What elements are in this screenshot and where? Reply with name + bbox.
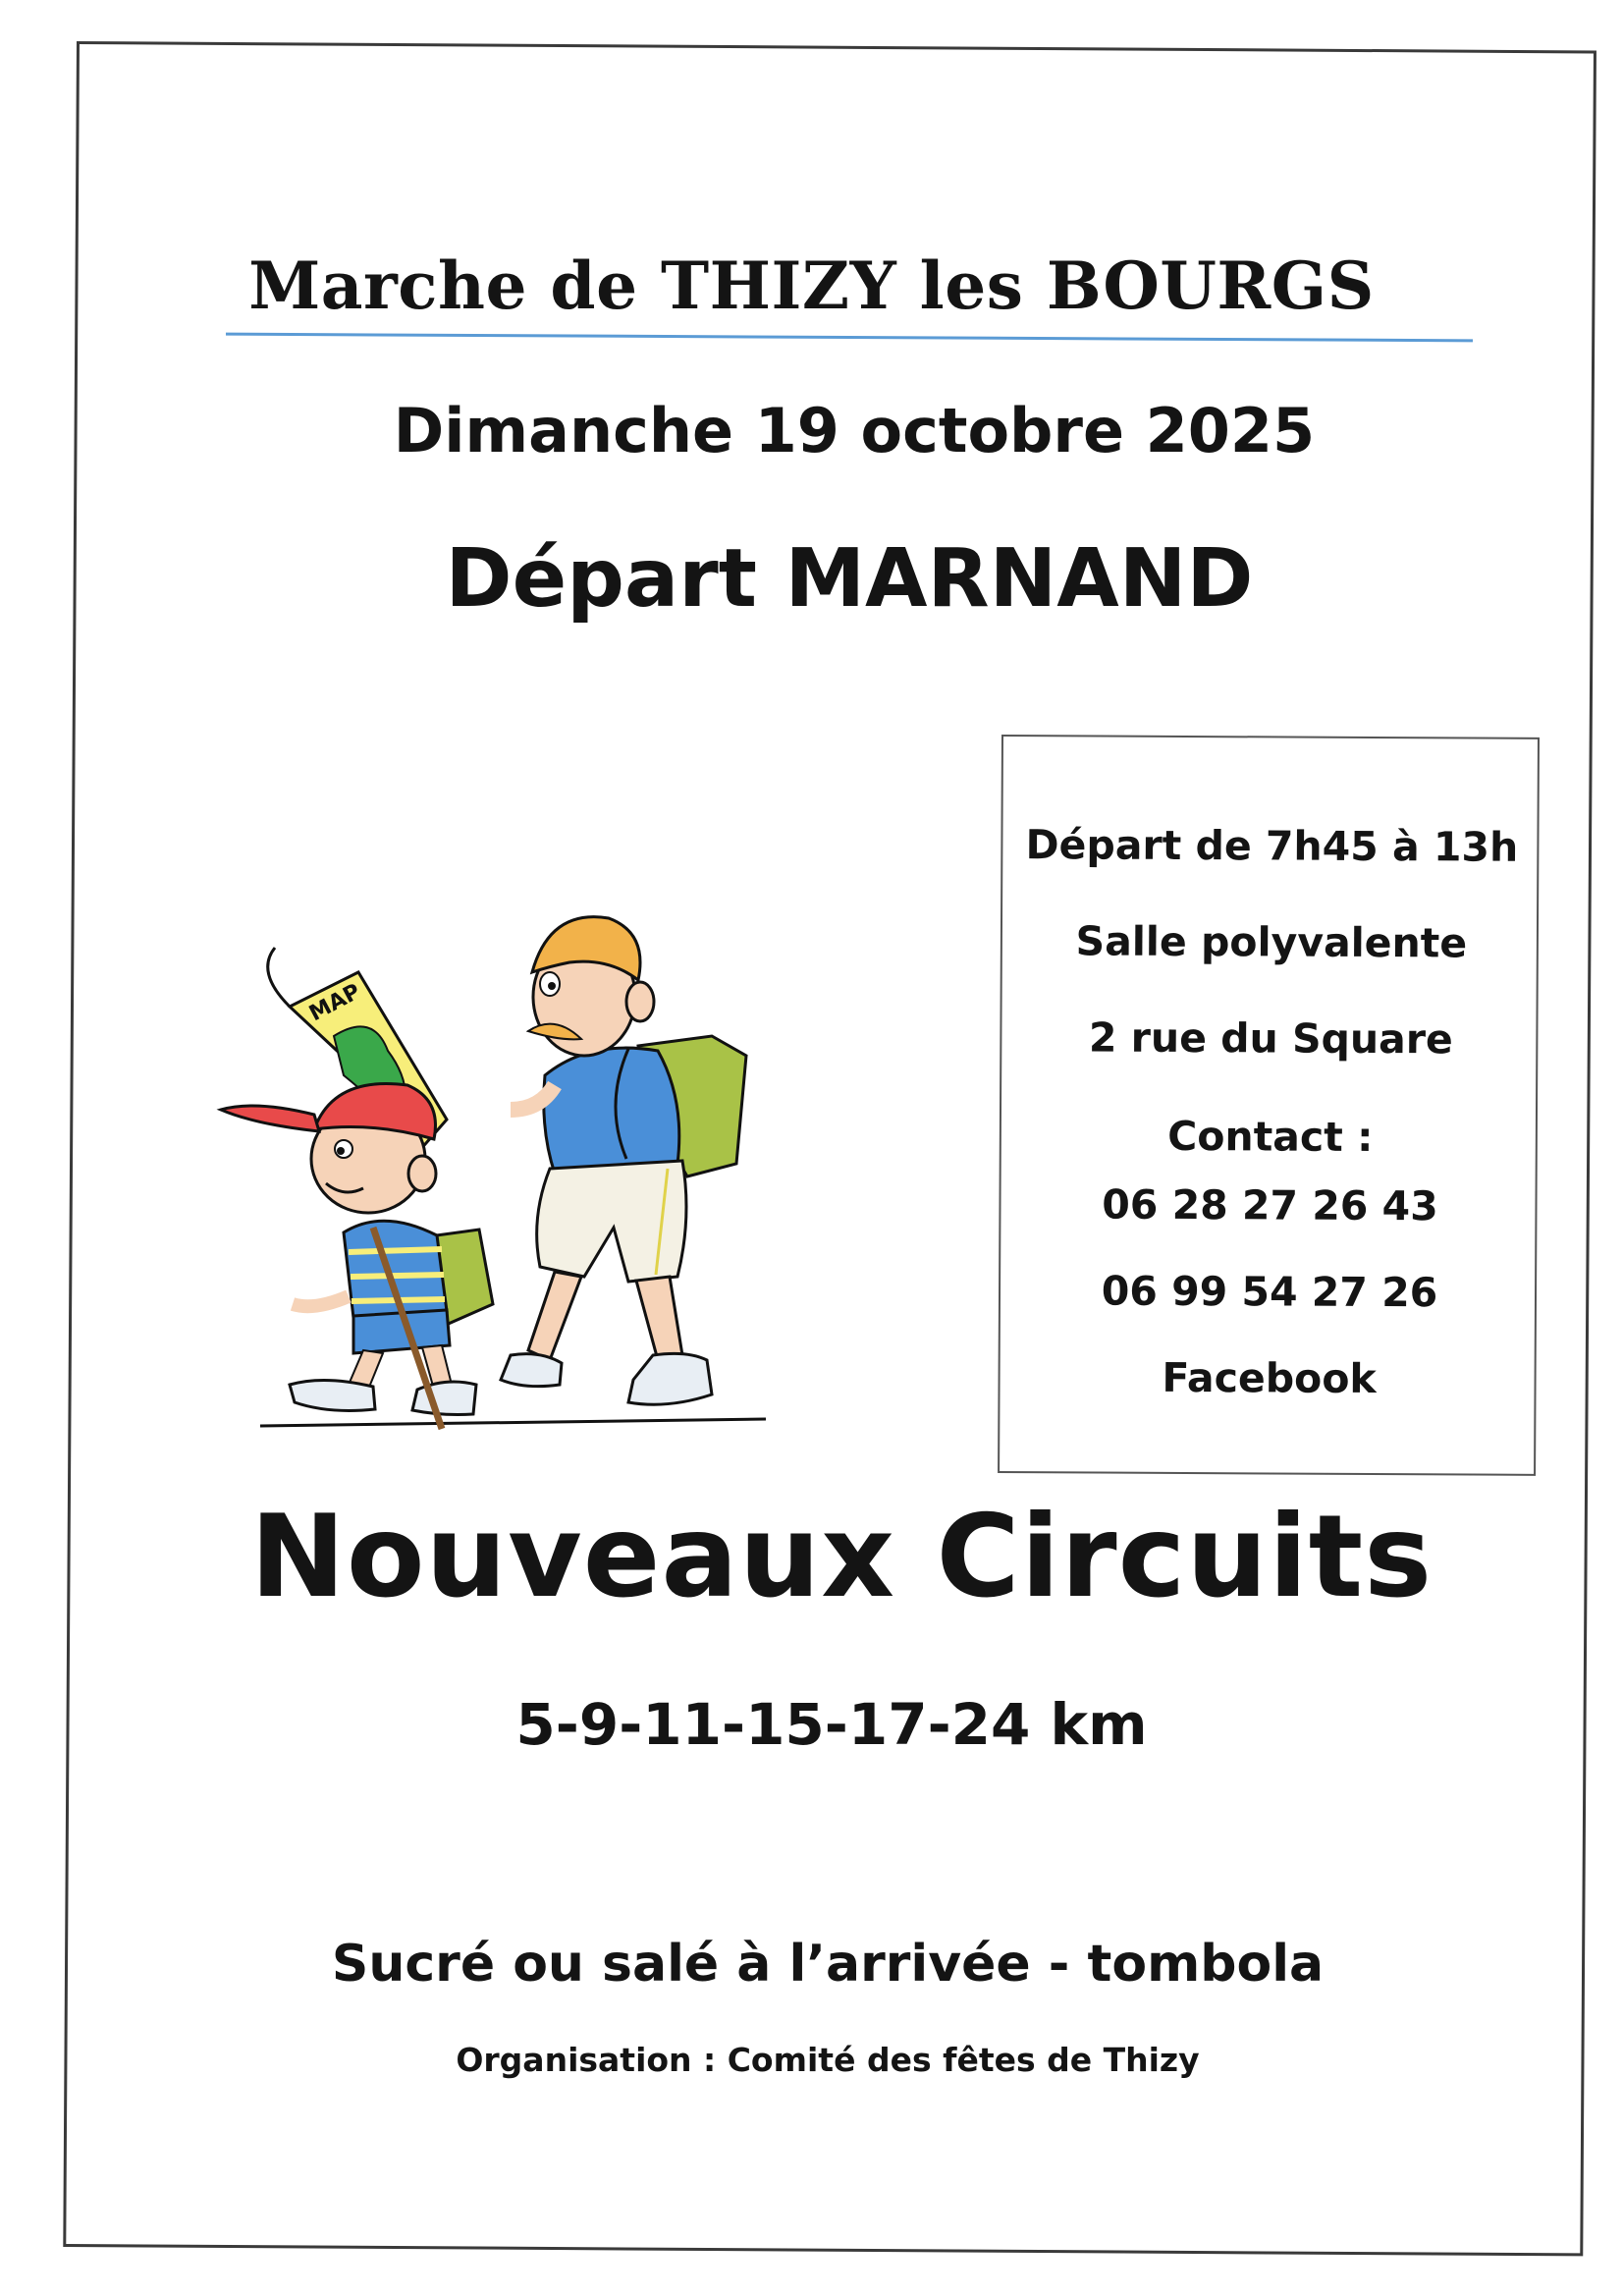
contact-label: Contact : [1167,1112,1374,1161]
venue-address: 2 rue du Square [1088,1013,1453,1064]
facebook-label: Facebook [1162,1353,1377,1403]
phone-number-1: 06 28 27 26 43 [1102,1180,1438,1230]
phone-number-2: 06 99 54 27 26 [1101,1267,1438,1317]
organiser-line: Organisation : Comité des fêtes de Thizy [456,2041,1200,2079]
venue-name: Salle polyvalente [1075,917,1468,967]
circuit-distances: 5-9-11-15-17-24 km [515,1691,1148,1758]
circuits-heading: Nouveaux Circuits [249,1491,1434,1623]
hikers-drawing [216,864,766,1444]
poster-title: Marche de THIZY les BOURGS [248,247,1375,324]
info-box [998,735,1540,1476]
map-label: MAP [305,979,365,1027]
departure-hours: Départ de 7h45 à 13h [1025,821,1519,871]
departure-place: Départ MARNAND [445,532,1254,626]
event-date: Dimanche 19 octobre 2025 [393,395,1316,466]
refreshments-tombola: Sucré ou salé à l’arrivée - tombola [331,1935,1325,1994]
hikers-illustration [216,864,766,1444]
